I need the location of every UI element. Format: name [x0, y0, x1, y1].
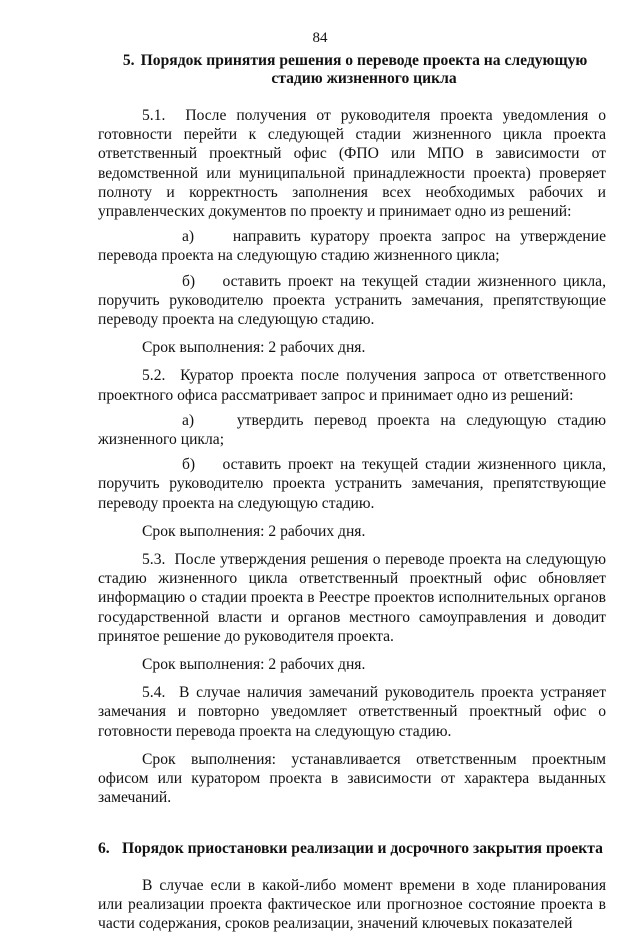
option-b-label: б)	[140, 455, 195, 474]
paragraph-5-2-option-b	[98, 455, 606, 513]
section-6-heading	[98, 840, 606, 858]
option-a-text: направить куратору проекта запрос на утверждение перевода проекта на следующую стадию жизненного цикла;	[98, 228, 606, 264]
paragraph-5-1-option-a	[98, 227, 606, 265]
paragraph-5-2-number: 5.2.	[142, 367, 165, 384]
paragraph-5-1-deadline: Срок выполнения: 2 рабочих дня.	[98, 338, 606, 357]
paragraph-5-4	[98, 683, 606, 741]
paragraph-5-2	[98, 366, 606, 404]
paragraph-5-3-text: После утверждения решения о переводе проекта на следующую стадию жизненного цикла ответственный проектный офис обновляет информацию о стадии проекта в Реестре проектов исполнительных органов государственной власти и органов местного самоуправления и доводит принятое решение до руководителя проекта.	[98, 551, 606, 645]
option-b-text: оставить проект на текущей стадии жизненного цикла, поручить руководителю проекта устранить замечания, препятствующие переводу проекта на следующую стадию.	[98, 456, 606, 511]
section-6-title: Порядок приостановки реализации и досрочного закрытия проекта	[122, 840, 603, 857]
paragraph-5-1-text: После получения от руководителя проекта уведомления о готовности перейти к следующей стадии жизненного цикла проекта ответственный проектный офис (ФПО или МПО в зависимости от ведомственной или муниципальной принадлежности проекта) проверяет полноту и корректность заполнения всех необходимых рабочих и управленческих документов по проекту и принимает одно из решений:	[98, 107, 606, 220]
section-6-paragraph: В случае если в какой-либо момент времени в ходе планирования или реализации проекта фактическое или прогнозное состояние проекта в части содержания, сроков реализации, значений ключевых показателей	[98, 876, 606, 933]
option-a-text: утвердить перевод проекта на следующую стадию жизненного цикла;	[98, 412, 606, 448]
section-5-number: 5.	[117, 52, 141, 70]
paragraph-5-1	[98, 106, 606, 221]
option-b-text: оставить проект на текущей стадии жизненного цикла, поручить руководителю проекта устранить замечания, препятствующие переводу проекта на следующую стадию.	[98, 273, 606, 328]
paragraph-5-4-text: В случае наличия замечаний руководитель проекта устраняет замечания и повторно уведомляет ответственный проектный офис о готовности перевода проекта на следующую стадию.	[98, 684, 606, 739]
paragraph-5-3	[98, 550, 606, 646]
option-a-label: а)	[140, 227, 194, 246]
paragraph-5-4-deadline: Срок выполнения: устанавливается ответственным проектным офисом или куратором проекта в зависимости от характера выданных замечаний.	[98, 750, 606, 808]
option-a-label: а)	[140, 411, 194, 430]
section-5-title: Порядок принятия решения о переводе проекта на следующую стадию жизненного цикла	[141, 52, 588, 87]
page-number: 84	[0, 30, 640, 47]
paragraph-5-2-deadline: Срок выполнения: 2 рабочих дня.	[98, 522, 606, 541]
section-5-heading	[98, 52, 606, 88]
paragraph-5-2-option-a	[98, 411, 606, 449]
page-content	[98, 52, 606, 933]
paragraph-5-1-option-b	[98, 272, 606, 330]
paragraph-5-3-deadline: Срок выполнения: 2 рабочих дня.	[98, 655, 606, 674]
paragraph-5-3-number: 5.3.	[142, 551, 165, 568]
section-6-number: 6.	[98, 840, 122, 858]
paragraph-5-2-text: Куратор проекта после получения запроса от ответственного проектного офиса рассматривает запрос и принимает одно из решений:	[98, 367, 606, 403]
paragraph-5-1-number: 5.1.	[142, 107, 165, 124]
paragraph-5-4-number: 5.4.	[142, 684, 165, 701]
option-b-label: б)	[140, 272, 195, 291]
